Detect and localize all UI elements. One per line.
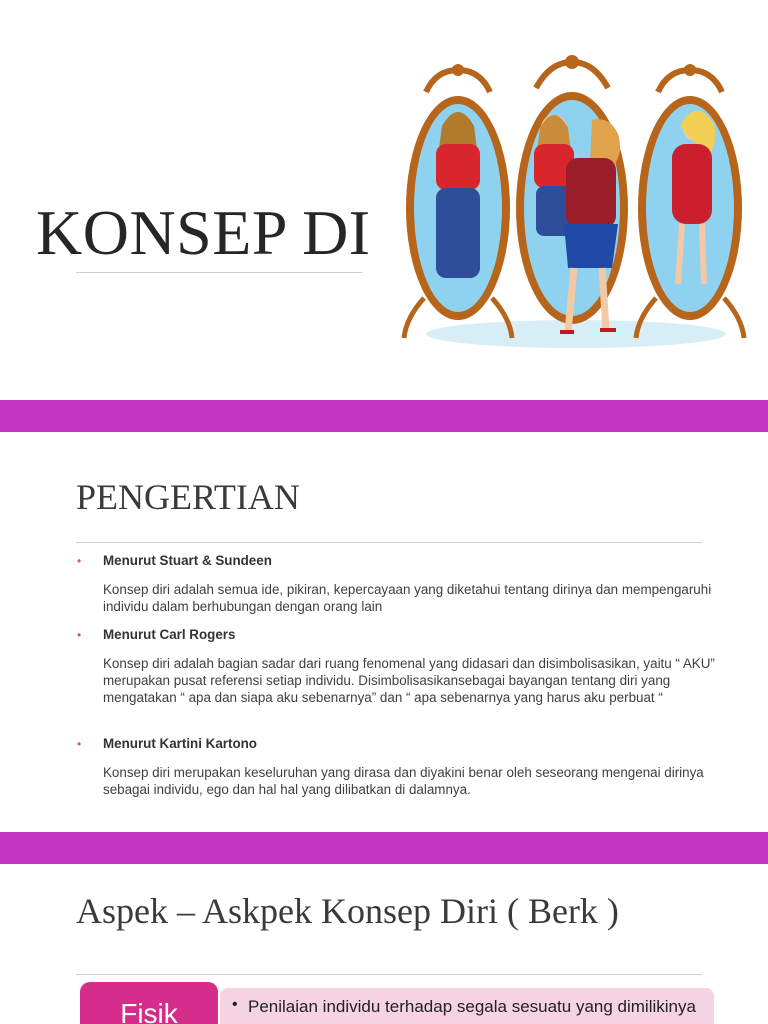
section-divider-band xyxy=(0,400,768,432)
aspect-label-box: Fisik xyxy=(80,982,218,1024)
definition-source: Menurut Stuart & Sundeen xyxy=(103,553,272,568)
title-underline xyxy=(76,272,362,273)
slide-title xyxy=(0,0,768,400)
pengertian-underline xyxy=(76,542,702,543)
slide-pengertian xyxy=(0,432,768,832)
bullet-icon: • xyxy=(77,737,82,751)
definition-source: Menurut Kartini Kartono xyxy=(103,736,257,751)
bullet-icon: • xyxy=(77,628,82,642)
aspect-description: Penilaian individu terhadap segala sesuatu yang dimilikinya xyxy=(248,997,696,1016)
definition-item xyxy=(77,626,723,706)
bullet-icon: • xyxy=(77,554,82,568)
definition-item xyxy=(77,735,723,798)
pengertian-title: PENGERTIAN xyxy=(76,477,300,517)
slide-title-heading: KONSEP DI xyxy=(36,197,371,268)
aspek-title: Aspek – Askpek Konsep Diri ( Berk ) xyxy=(76,891,619,931)
three-mirrors-illustration xyxy=(396,48,748,354)
definition-item xyxy=(77,552,723,615)
aspek-underline xyxy=(76,974,702,975)
slide-aspek xyxy=(0,864,768,1024)
definition-source: Menurut Carl Rogers xyxy=(103,627,236,642)
aspect-description-box xyxy=(220,988,714,1024)
definition-text: Konsep diri merupakan keseluruhan yang dirasa dan diyakini benar oleh seseorang mengenai dirinya sebagai individu, ego dan hal hal yang dilibatkan di dalamnya. xyxy=(103,765,704,797)
definition-text: Konsep diri adalah bagian sadar dari ruang fenomenal yang didasari dan disimbolisasikan, yaitu “ AKU” merupakan pusat referensi setiap individu. Disimbolisasikansebagai bayangan tentang diri yang mengatakan “ apa dan siapa aku sebenarnya” dan “ apa sebenarnya yang harus aku perbuat “ xyxy=(103,656,715,705)
definition-text: Konsep diri adalah semua ide, pikiran, kepercayaan yang diketahui tentang dirinya dan mempengaruhi individu dalam berhubungan dengan orang lain xyxy=(103,582,712,614)
bullet-icon: • xyxy=(232,996,238,1013)
section-divider-band xyxy=(0,832,768,864)
